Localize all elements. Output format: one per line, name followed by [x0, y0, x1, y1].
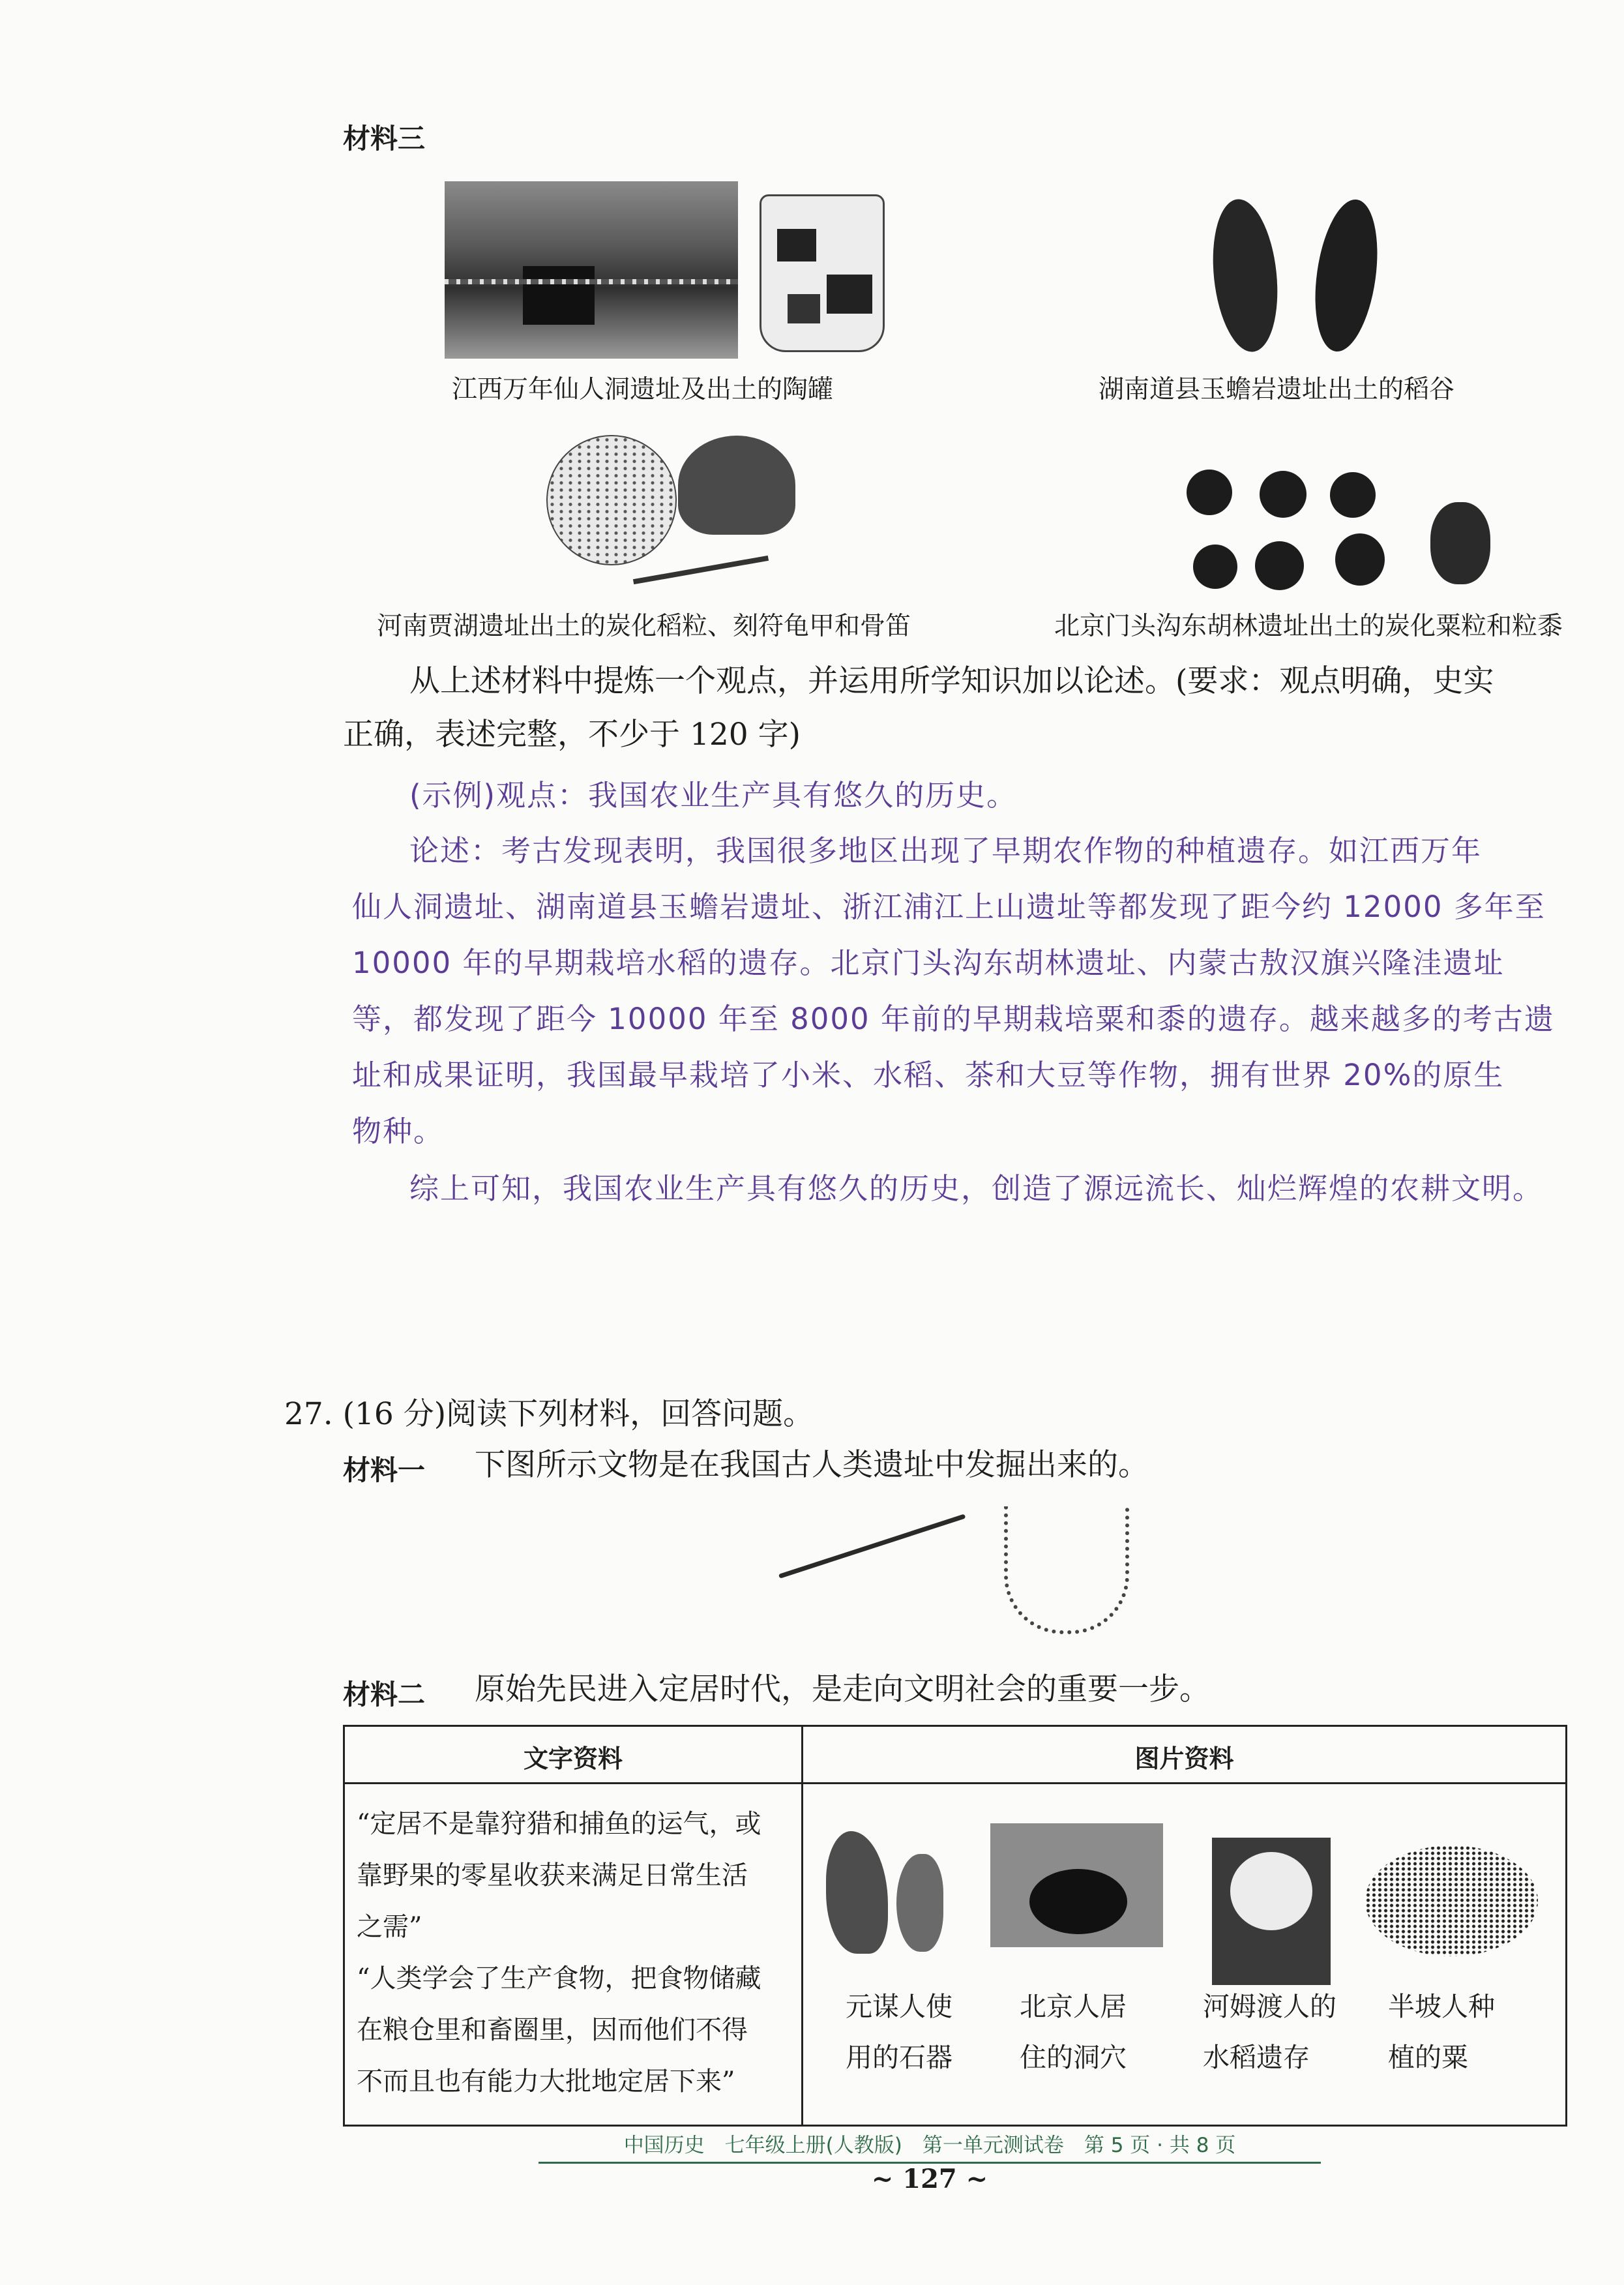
- carbonized-rice-photo: [546, 435, 677, 565]
- bone-needle-photo: [778, 1514, 966, 1578]
- text-line: “人类学会了生产食物，把食物储藏: [357, 1964, 761, 1994]
- text-line: 不而且也有能力大批地定居下来”: [357, 2067, 735, 2097]
- q27-m1-label: 材料一: [343, 1454, 426, 1486]
- answer-argument: [352, 823, 1591, 1159]
- header-text-materials: 文字资料: [523, 1744, 623, 1773]
- caption-line: 元谋人使: [846, 1991, 952, 2022]
- question-line-2: 正确，表述完整，不少于 120 字): [343, 717, 801, 753]
- header-picture-materials: 图片资料: [1134, 1744, 1234, 1773]
- caption-jiangxi: 江西万年仙人洞遗址及出土的陶罐: [452, 375, 834, 404]
- q27-m2-text: 原始先民进入定居时代，是走向文明社会的重要一步。: [475, 1671, 1210, 1707]
- caption-henan: 河南贾湖遗址出土的炭化稻粒、刻符龟甲和骨笛: [377, 612, 911, 641]
- text-line: 之需”: [357, 1912, 422, 1942]
- argument-line: 等，都发现了距今 10000 年至 8000 年前的早期栽培粟和黍的遗存。越来越多的考古遗: [352, 1002, 1555, 1036]
- picture-caption: [846, 1981, 952, 2083]
- answer-viewpoint: (示例)观点：我国农业生产具有悠久的历史。: [409, 778, 1018, 813]
- pottery-jar-photo: [760, 194, 885, 352]
- millet-grain-photo: [1187, 470, 1232, 515]
- q27-m2-label: 材料二: [343, 1679, 426, 1710]
- picture-caption: [1388, 1981, 1495, 2083]
- millet-grain-photo: [1260, 471, 1307, 518]
- stone-tool-photo: [896, 1854, 943, 1952]
- caption-line: 河姆渡人的: [1203, 1991, 1336, 2022]
- millet-grain-photo: [1430, 502, 1490, 584]
- stone-tool-photo: [826, 1831, 888, 1954]
- bone-flute-photo: [633, 556, 769, 584]
- argument-line: 仙人洞遗址、湖南道县玉蟾岩遗址、浙江浦江上山遗址等都发现了距今约 12000 多年至: [352, 889, 1546, 924]
- text-materials-cell: [357, 1799, 793, 2108]
- caption-line: 北京人居: [1020, 1991, 1127, 2022]
- rice-remains-photo: [1212, 1838, 1331, 1985]
- caption-beijing: 北京门头沟东胡林遗址出土的炭化粟粒和粒黍: [1054, 612, 1563, 641]
- rice-grain-photo: [1206, 196, 1284, 355]
- argument-line: 物种。: [352, 1114, 445, 1148]
- argument-line: 址和成果证明，我国最早栽培了小米、水稻、茶和大豆等作物，拥有世界 20%的原生: [352, 1058, 1505, 1092]
- tortoise-shell-photo: [678, 436, 795, 535]
- text-line: 靠野果的零星收获来满足日常生活: [357, 1860, 748, 1890]
- materials-table: [343, 1725, 1567, 2127]
- millet-photo: [1365, 1845, 1538, 1956]
- answer-conclusion: 综上可知，我国农业生产具有悠久的历史，创造了源远流长、灿烂辉煌的农耕文明。: [409, 1171, 1544, 1206]
- millet-grain-photo: [1330, 472, 1376, 518]
- question-line-1: 从上述材料中提炼一个观点，并运用所学知识加以论述。(要求：观点明确，史实: [409, 663, 1494, 699]
- picture-caption: [1020, 1981, 1127, 2083]
- caption-line: 用的石器: [846, 2042, 952, 2073]
- caption-hunan: 湖南道县玉蟾岩遗址出土的稻谷: [1099, 375, 1455, 404]
- caption-line: 植的粟: [1388, 2042, 1468, 2073]
- q27-m1-text: 下图所示文物是在我国古人类遗址中发掘出来的。: [475, 1447, 1149, 1483]
- material3-label: 材料三: [343, 123, 426, 155]
- millet-grain-photo: [1193, 545, 1237, 589]
- text-line: 在粮仓里和畜圈里，因而他们不得: [357, 2015, 748, 2045]
- q27-stem: 27. (16 分)阅读下列材料，回答问题。: [284, 1396, 814, 1432]
- caption-line: 水稻遗存: [1203, 2042, 1310, 2073]
- cave-photo: [990, 1823, 1163, 1947]
- xianrendong-cave-photo: [445, 181, 738, 359]
- millet-grain-photo: [1255, 541, 1304, 590]
- page-number: ~ 127 ~: [871, 2164, 988, 2194]
- text-line: “定居不是靠狩猎和捕鱼的运气，或: [357, 1809, 761, 1839]
- footer-title: 中国历史 七年级上册(人教版) 第一单元测试卷 第 5 页 · 共 8 页: [539, 2128, 1321, 2164]
- caption-line: 住的洞穴: [1020, 2042, 1127, 2073]
- shell-necklace-photo: [1004, 1506, 1129, 1634]
- picture-caption: [1203, 1981, 1336, 2083]
- caption-line: 半坡人种: [1388, 1991, 1495, 2022]
- argument-line: 论述：考古发现表明，我国很多地区出现了早期农作物的种植遗存。如江西万年: [409, 833, 1483, 868]
- argument-line: 10000 年的早期栽培水稻的遗存。北京门头沟东胡林遗址、内蒙古敖汉旗兴隆洼遗址: [352, 946, 1505, 980]
- millet-grain-photo: [1335, 533, 1385, 586]
- rice-grain-photo: [1307, 196, 1386, 355]
